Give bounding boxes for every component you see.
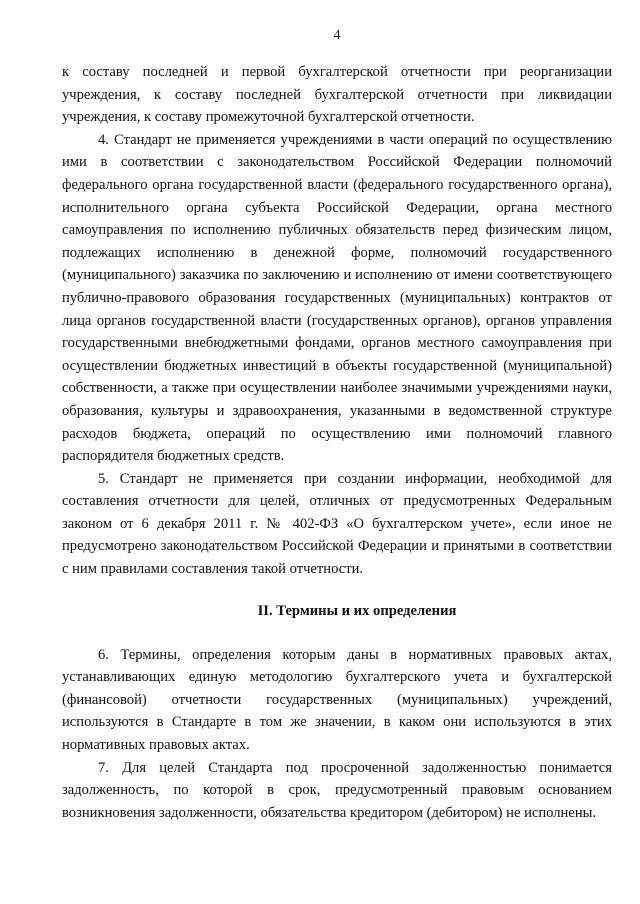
paragraph-4: 4. Стандарт не применяется учреждениями в части операций по осуществлению ими в соответствии с законодательством Российской Федерации полномочий федерального органа государственной власти (федерального государственного органа), исполнительного органа субъекта Российской Федерации, органа местного самоуправления по исполнению публичных обязательств перед физическим лицом, подлежащих исполнению в денежной форме, полномочий государственного (муниципального) заказчика по заключению и исполнению от имени соответствующего публично-правового образования государственных (муниципальных) контрактов от лица органов государственной власти (государственных органов), органов управления государственными внебюджетными фондами, органов местного самоуправления при осуществлении бюджетных инвестиций в объекты государственной (муниципальной) собственности, а также при осуществлении наиболее значимыми учреждениями науки, образования, культуры и здравоохранения, указанными в ведомственной структуре расходов бюджета, операций по осуществлению ими полномочий главного распорядителя бюджетных средств. <box>62 131 612 465</box>
section-heading: II. Термины и их определения <box>257 602 457 619</box>
paragraph-6: 6. Термины, определения которым даны в нормативных правовых актах, устанавливающих единую методологию бухгалтерского учета и бухгалтерской (финансовой) отчетности государственных (муниципальных) учреждений, используются в Стандарте в том же значении, в каком они используются в этих нормативных правовых актах. <box>62 646 612 754</box>
paragraph-continuation: к составу последней и первой бухгалтерской отчетности при реорганизации учреждения, к составу последней бухгалтерской отчетности при ликвидации учреждения, к составу промежуточной бухгалтерской отчетности. <box>62 64 612 126</box>
paragraph-5: 5. Стандарт не применяется при создании информации, необходимой для составления отчетности для целей, отличных от предусмотренных Федеральным законом от 6 декабря 2011 г. № 402-ФЗ «О бухгалтерском учете», если иное не предусмотрено законодательством Российской Федерации и принятыми в соответствии с ним правилами составления такой отчетности. <box>62 470 612 578</box>
paragraph-7: 7. Для целей Стандарта под просроченной задолженностью понимается задолженность, по которой в срок, предусмотренный правовым основанием возникновения задолженности, обязательства кредитором (дебитором) не исполнены. <box>62 759 612 821</box>
page-number: 4 <box>333 28 341 43</box>
